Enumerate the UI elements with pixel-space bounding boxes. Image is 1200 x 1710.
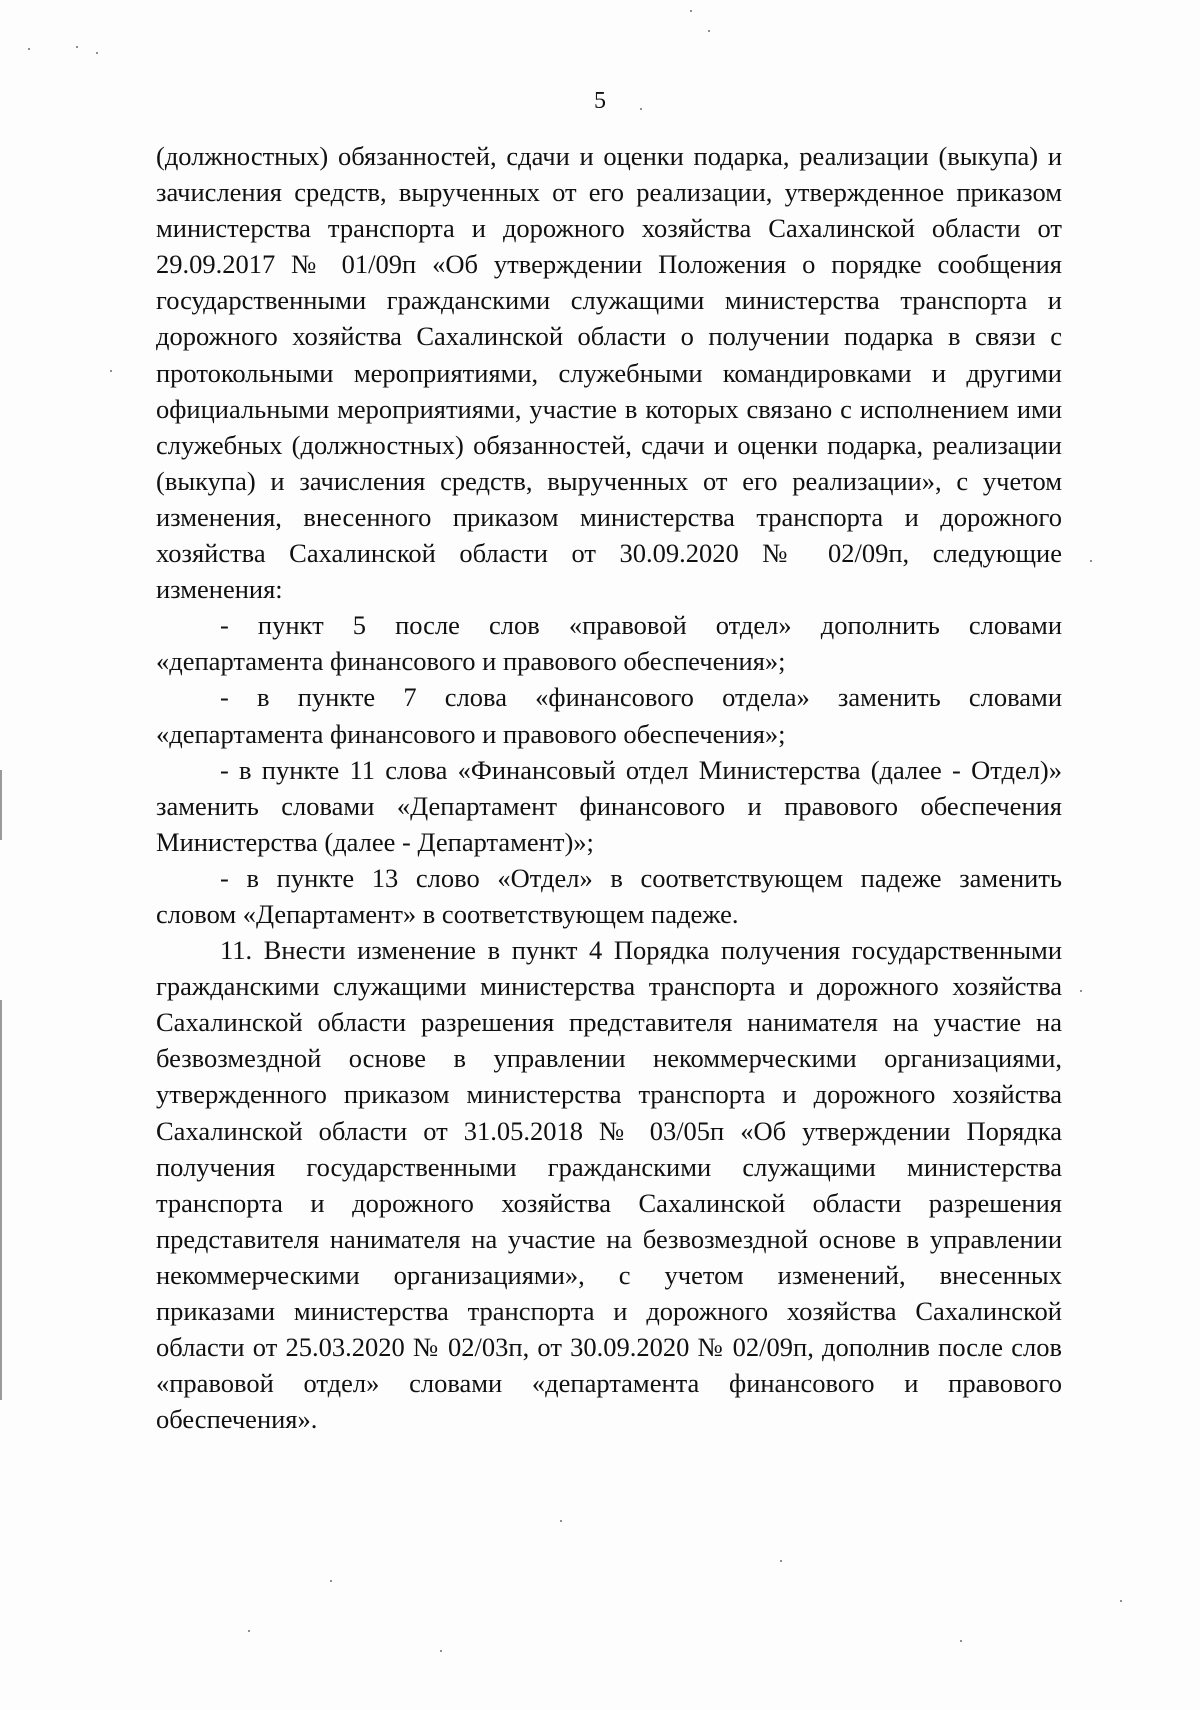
text-line: - в пункте 13 слово «Отдел» в соответствующем падеже заменить xyxy=(220,862,1062,893)
text-line: государственными гражданскими служащими министерства транспорта и xyxy=(156,285,1062,316)
text-line: изменения: xyxy=(156,574,283,605)
text-line: «департамента финансового и правового обеспечения»; xyxy=(156,718,786,749)
text-line: (должностных) обязанностей, сдачи и оценки подарка, реализации (выкупа) и xyxy=(156,141,1062,171)
text-line: протокольными мероприятиями, служебными командировками и другими xyxy=(156,357,1062,388)
scan-speck xyxy=(248,1630,250,1632)
scan-speck xyxy=(1120,1600,1122,1602)
scan-speck xyxy=(76,46,78,48)
text-line: - в пункте 11 слова «Финансовый отдел Министерства (далее - Отдел)» xyxy=(220,754,1062,785)
scan-speck xyxy=(1090,560,1092,562)
text-line: служебных (должностных) обязанностей, сдачи и оценки подарка, реализации xyxy=(156,429,1062,460)
scan-speck xyxy=(110,370,112,372)
scan-edge-mark xyxy=(0,1000,2,1400)
scan-speck xyxy=(330,1580,332,1582)
text-line: транспорта и дорожного хозяйства Сахалинской области разрешения xyxy=(156,1187,1062,1218)
scan-speck xyxy=(780,1560,782,1562)
text-line: изменения, внесенного приказом министерства транспорта и дорожного xyxy=(156,501,1062,532)
text-line: получения государственными гражданскими служащими министерства xyxy=(156,1151,1062,1182)
text-line: «правовой отдел» словами «департамента финансового и правового xyxy=(156,1368,1062,1399)
text-line: области от 25.03.2020 № 02/03п, от 30.09.2020 № 02/09п, дополнив после слов xyxy=(156,1332,1062,1363)
text-line: утвержденного приказом министерства транспорта и дорожного хозяйства xyxy=(156,1079,1062,1110)
text-line: безвозмездной основе в управлении некоммерческими организациями, xyxy=(156,1043,1062,1074)
text-line: 11. Внести изменение в пункт 4 Порядка получения государственными xyxy=(220,935,1062,966)
text-line: министерства транспорта и дорожного хозяйства Сахалинской области от xyxy=(156,213,1062,244)
scan-speck xyxy=(28,48,30,50)
scan-speck xyxy=(1080,990,1082,992)
page-number: 5 xyxy=(594,88,606,114)
text-line: Сахалинской области разрешения представителя нанимателя на участие на xyxy=(156,1007,1062,1038)
text-line: некоммерческими организациями», с учетом изменений, внесенных xyxy=(156,1259,1062,1290)
scan-speck xyxy=(440,1650,442,1652)
text-line: гражданскими служащими министерства транспорта и дорожного хозяйства xyxy=(156,971,1062,1002)
scan-speck xyxy=(960,1640,962,1642)
text-line: словом «Департамент» в соответствующем падеже. xyxy=(156,898,739,929)
document-body xyxy=(156,138,1062,1437)
scan-speck xyxy=(96,52,98,54)
text-line: (выкупа) и зачисления средств, вырученных от его реализации», с учетом xyxy=(156,465,1062,496)
text-line: зачисления средств, вырученных от его реализации, утвержденное приказом xyxy=(156,177,1062,208)
scan-speck xyxy=(708,30,710,32)
text-line: 29.09.2017 № 01/09п «Об утверждении Положения о порядке сообщения xyxy=(156,249,1062,280)
scan-edge-mark xyxy=(0,770,2,840)
text-line: «департамента финансового и правового обеспечения»; xyxy=(156,646,786,677)
text-line: дорожного хозяйства Сахалинской области о получении подарка в связи с xyxy=(156,321,1062,352)
scan-speck xyxy=(640,108,642,110)
text-line: приказами министерства транспорта и дорожного хозяйства Сахалинской xyxy=(156,1296,1062,1326)
text-line: - в пункте 7 слова «финансового отдела» заменить словами xyxy=(220,682,1062,713)
text-line: хозяйства Сахалинской области от 30.09.2020 № 02/09п, следующие xyxy=(156,538,1062,569)
text-line: официальными мероприятиями, участие в которых связано с исполнением ими xyxy=(156,393,1062,424)
text-line: заменить словами «Департамент финансового и правового обеспечения xyxy=(156,790,1062,821)
text-line: Сахалинской области от 31.05.2018 № 03/05п «Об утверждении Порядка xyxy=(156,1115,1062,1146)
text-line: обеспечения». xyxy=(156,1404,318,1435)
text-line: Министерства (далее - Департамент)»; xyxy=(156,826,594,857)
scan-speck xyxy=(690,10,692,12)
text-line: - пункт 5 после слов «правовой отдел» дополнить словами xyxy=(220,610,1062,641)
scan-speck xyxy=(560,1520,562,1522)
text-line: представителя нанимателя на участие на безвозмездной основе в управлении xyxy=(156,1223,1062,1254)
